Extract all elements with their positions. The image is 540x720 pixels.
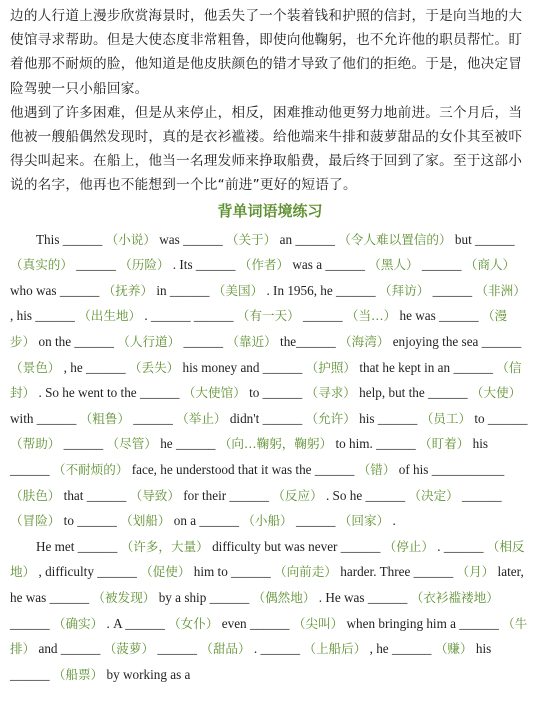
sentence-text: was a [292, 257, 323, 273]
hint-word: （上船后） [303, 641, 367, 657]
answer-blank: ______ [183, 231, 223, 247]
hint-word: （菠萝） [103, 641, 155, 657]
sentence-text: in [156, 282, 167, 298]
hint-word: （漫步） [10, 308, 508, 349]
sentence-text: his [472, 436, 489, 452]
sentence-text: He met [36, 538, 75, 554]
hint-word: （不耐烦的） [52, 461, 129, 477]
hint-word: （丢失） [128, 359, 180, 375]
hint-word: （真实的） [10, 257, 73, 273]
sentence-text: was [159, 231, 180, 247]
sentence-text: his [359, 410, 375, 426]
hint-word: （举止） [176, 410, 227, 426]
answer-blank: ______ [151, 308, 191, 324]
hint-word: （出生地） [78, 308, 142, 324]
sentence-text: later, he was [10, 564, 524, 605]
answer-blank: ______ [60, 641, 101, 657]
answer-blank: ______ [325, 257, 365, 273]
answer-blank: ______ [35, 308, 75, 324]
sentence-text: harder. [340, 564, 377, 580]
hint-word: （当…） [345, 308, 397, 324]
sentence-text: . [392, 513, 396, 529]
answer-blank: ______ [77, 513, 117, 529]
hint-word: （牛排） [10, 615, 528, 657]
hint-word: （信封） [10, 359, 522, 401]
sentence-text: he was [399, 308, 436, 324]
sentence-text: on a [173, 513, 197, 529]
sentence-text: the______ [280, 334, 336, 349]
answer-blank: ______ [428, 385, 468, 401]
sentence-text: who was [10, 282, 57, 298]
sentence-text: , he [369, 641, 389, 657]
sentence-text: didn't [229, 410, 260, 426]
sentence-text: that [63, 487, 84, 503]
answer-blank: ______ [260, 641, 301, 657]
answer-blank: ______ [59, 282, 100, 298]
hint-word: （有一天） [236, 308, 300, 324]
hint-word: （决定） [408, 487, 459, 503]
hint-word: （靠近） [226, 334, 277, 349]
sentence-text: him to [193, 564, 228, 580]
answer-blank: ______ [157, 641, 197, 657]
sentence-text: by a ship [158, 589, 207, 605]
hint-word: （错） [357, 461, 396, 477]
answer-blank: ______ [139, 385, 180, 401]
answer-blank: ______ [86, 359, 126, 375]
answer-blank: ______ [63, 436, 104, 452]
hint-word: （反应） [272, 487, 323, 503]
sentence-text: difficulty but was never [212, 538, 338, 554]
sentence-text: that he kept in an [359, 359, 451, 375]
answer-blank: ______ [336, 282, 376, 298]
hint-word: （大使馆） [182, 385, 246, 401]
sentence-text: for their [183, 487, 227, 503]
hint-word: （停止） [383, 538, 434, 554]
answer-blank: ______ [175, 436, 216, 452]
sentence-text: he [160, 436, 173, 452]
story-paragraph-1: 边的人行道上漫步欣赏海景时，他丢失了一个装着钱和护照的信封，于是向当地的大使馆寻求帮助。但是大使态度非常粗鲁，即使向他鞠躬，也不允许他的职员帮忙。盯着他那不耐烦的脸，他知道是他皮肤颜色的错才导致了他们的拒绝。于是，他决定冒险驾驶一只小船回家。 [10, 8, 523, 97]
hint-word: （景色） [10, 359, 61, 375]
hint-word: （寻求） [305, 385, 356, 401]
sentence-text: . [144, 308, 148, 324]
hint-word: （小说） [105, 231, 156, 247]
sentence-text: his money [182, 359, 238, 375]
answer-blank: ______ [183, 334, 224, 349]
sentence-text: . [318, 589, 323, 605]
answer-blank: ______ [10, 461, 50, 477]
hint-word: （尖叫） [292, 615, 344, 631]
answer-blank: ______ [421, 257, 462, 273]
sentence-text: This [36, 231, 60, 247]
hint-word: （被发现） [92, 589, 156, 605]
answer-blank: ______ [262, 359, 303, 375]
hint-word: （划船） [120, 513, 171, 529]
answer-blank: ______ [195, 257, 236, 273]
hint-word: （护照） [305, 359, 357, 375]
answer-blank: ______ [443, 538, 484, 554]
hint-word: （向前走） [273, 564, 337, 580]
sentence-text: an [279, 231, 293, 247]
sentence-text: when bringing him a [346, 615, 456, 631]
hint-word: （抚养） [102, 282, 154, 298]
hint-word: （商人） [464, 257, 516, 273]
answer-blank: ______ [209, 589, 250, 605]
sentence-text: . [253, 641, 258, 657]
sentence-text: , he [63, 359, 83, 375]
hint-word: （回家） [338, 513, 390, 529]
hint-word: （冒险） [10, 513, 61, 529]
answer-blank: ______ [295, 231, 335, 247]
hint-word: （偶然地） [252, 589, 316, 605]
hint-word: （人行道） [117, 334, 181, 349]
hint-word: （女仆） [168, 615, 219, 631]
answer-blank: ______ [133, 410, 173, 426]
answer-blank: ______ [86, 487, 127, 503]
answer-blank: ______ [413, 564, 454, 580]
hint-word: （盯着） [418, 436, 470, 452]
answer-blank: ______ [229, 487, 269, 503]
sentence-text: help, but the [359, 385, 425, 401]
hint-word: （拜访） [378, 282, 430, 298]
sentence-text: to [63, 513, 74, 529]
hint-word: （关于） [225, 231, 277, 247]
sentence-text: to him. [335, 436, 373, 452]
answer-blank: ______ [74, 334, 114, 349]
answer-blank: ___________ [431, 461, 505, 477]
sentence-text: . In 1956, he [266, 282, 333, 298]
hint-word: （粗鲁） [79, 410, 130, 426]
answer-blank: ______ [453, 359, 493, 375]
hint-word: （作者） [238, 257, 290, 273]
hint-word: （黑人） [368, 257, 419, 273]
sentence-text: of his [398, 461, 429, 477]
hint-word: （历险） [119, 257, 170, 273]
answer-blank: ______ [487, 410, 528, 426]
answer-blank: ______ [97, 564, 137, 580]
sentence-text: his [475, 641, 492, 657]
answer-blank: ______ [193, 308, 234, 324]
answer-blank: ______ [77, 538, 118, 554]
sentence-text: face, he understood that it was the [131, 461, 312, 477]
answer-blank: ______ [62, 231, 103, 247]
sentence-text: . [437, 538, 441, 554]
sentence-text: to [474, 410, 485, 426]
sentence-text: by working as a [106, 666, 191, 682]
sentence-text: . A [106, 615, 122, 631]
sentence-text: . Its [172, 257, 193, 273]
answer-blank: ______ [314, 461, 355, 477]
answer-blank: ______ [432, 282, 473, 298]
answer-blank: ______ [199, 513, 239, 529]
sentence-text: even [221, 615, 247, 631]
answer-blank: ______ [475, 231, 515, 247]
answer-blank: ______ [340, 538, 381, 554]
hint-word: （海湾） [339, 334, 390, 349]
answer-blank: ______ [462, 487, 502, 503]
sentence-text: and [38, 641, 58, 657]
answer-blank: ______ [391, 641, 432, 657]
sentence-text: enjoying the sea [392, 334, 479, 349]
answer-blank: ______ [376, 436, 416, 452]
sentence-text: to [249, 385, 260, 401]
sentence-text: but [454, 231, 472, 247]
answer-blank: ______ [10, 666, 50, 682]
hint-word: （令人难以置信的） [338, 231, 452, 247]
answer-blank: ______ [169, 282, 210, 298]
hint-word: （促使） [140, 564, 191, 580]
answer-blank: ______ [125, 615, 165, 631]
hint-word: （允许） [305, 410, 356, 426]
answer-blank: ______ [262, 385, 303, 401]
hint-word: （相反地） [10, 538, 525, 580]
hint-word: （月） [456, 564, 495, 580]
hint-word: （导致） [129, 487, 180, 503]
hint-word: （许多，大量） [120, 538, 209, 554]
sentence-text: Three [379, 564, 411, 580]
hint-word: （非洲） [475, 282, 526, 298]
exercise-paragraph-1 [10, 227, 530, 534]
sentence-text: . So he went to the [38, 385, 137, 401]
answer-blank: ______ [231, 564, 271, 580]
answer-blank: ______ [439, 308, 479, 324]
hint-word: （员工） [420, 410, 472, 426]
exercise-paragraph-2 [10, 534, 530, 688]
answer-blank: ______ [76, 257, 116, 273]
answer-blank: ______ [36, 410, 77, 426]
hint-word: （确实） [52, 615, 104, 631]
story-section [10, 4, 530, 198]
sentence-text: , his [10, 308, 32, 324]
sentence-text: with [10, 410, 34, 426]
answer-blank: ______ [295, 513, 336, 529]
hint-word: （帮助） [10, 436, 61, 452]
answer-blank: ______ [367, 589, 408, 605]
answer-blank: ______ [377, 410, 418, 426]
hint-word: （赚） [434, 641, 473, 657]
sentence-text: . So he [325, 487, 363, 503]
hint-word: （向…鞠躬，鞠躬） [218, 436, 333, 452]
answer-blank: ______ [481, 334, 522, 349]
answer-blank: ______ [302, 308, 343, 324]
exercise-section [10, 227, 530, 688]
hint-word: （大使） [470, 385, 522, 401]
hint-word: （小船） [242, 513, 293, 529]
hint-word: （美国） [212, 282, 264, 298]
sentence-text: , difficulty [38, 564, 94, 580]
hint-word: （衣衫褴褛地） [410, 589, 499, 605]
answer-blank: ______ [10, 615, 50, 631]
hint-word: （船票） [52, 666, 104, 682]
answer-blank: ______ [459, 615, 499, 631]
sentence-text: He was [325, 589, 365, 605]
exercise-title: 背单词语境练习 [217, 201, 323, 220]
answer-blank: ______ [49, 589, 90, 605]
answer-blank: ______ [262, 410, 303, 426]
story-paragraph-2: 他遇到了许多困难，但是从来停止，相反，困难推动他更努力地前进。三个月后，当他被一艘船偶然发现时，真的是衣衫褴褛。给他端来牛排和菠萝甜品的女仆其至被吓得尖叫起来。在船上，他当一名理发师来挣取船费，最后终于回到了家。至于这部小说的名字，他再也不能想到一个比“前进”更好的短语了。 [10, 104, 523, 194]
hint-word: （甜品） [200, 641, 251, 657]
hint-word: （尽管） [106, 436, 157, 452]
sentence-text: and [240, 359, 260, 375]
sentence-text: on the [38, 334, 72, 349]
answer-blank: ______ [249, 615, 290, 631]
answer-blank: ______ [365, 487, 406, 503]
hint-word: （肤色） [10, 487, 61, 503]
